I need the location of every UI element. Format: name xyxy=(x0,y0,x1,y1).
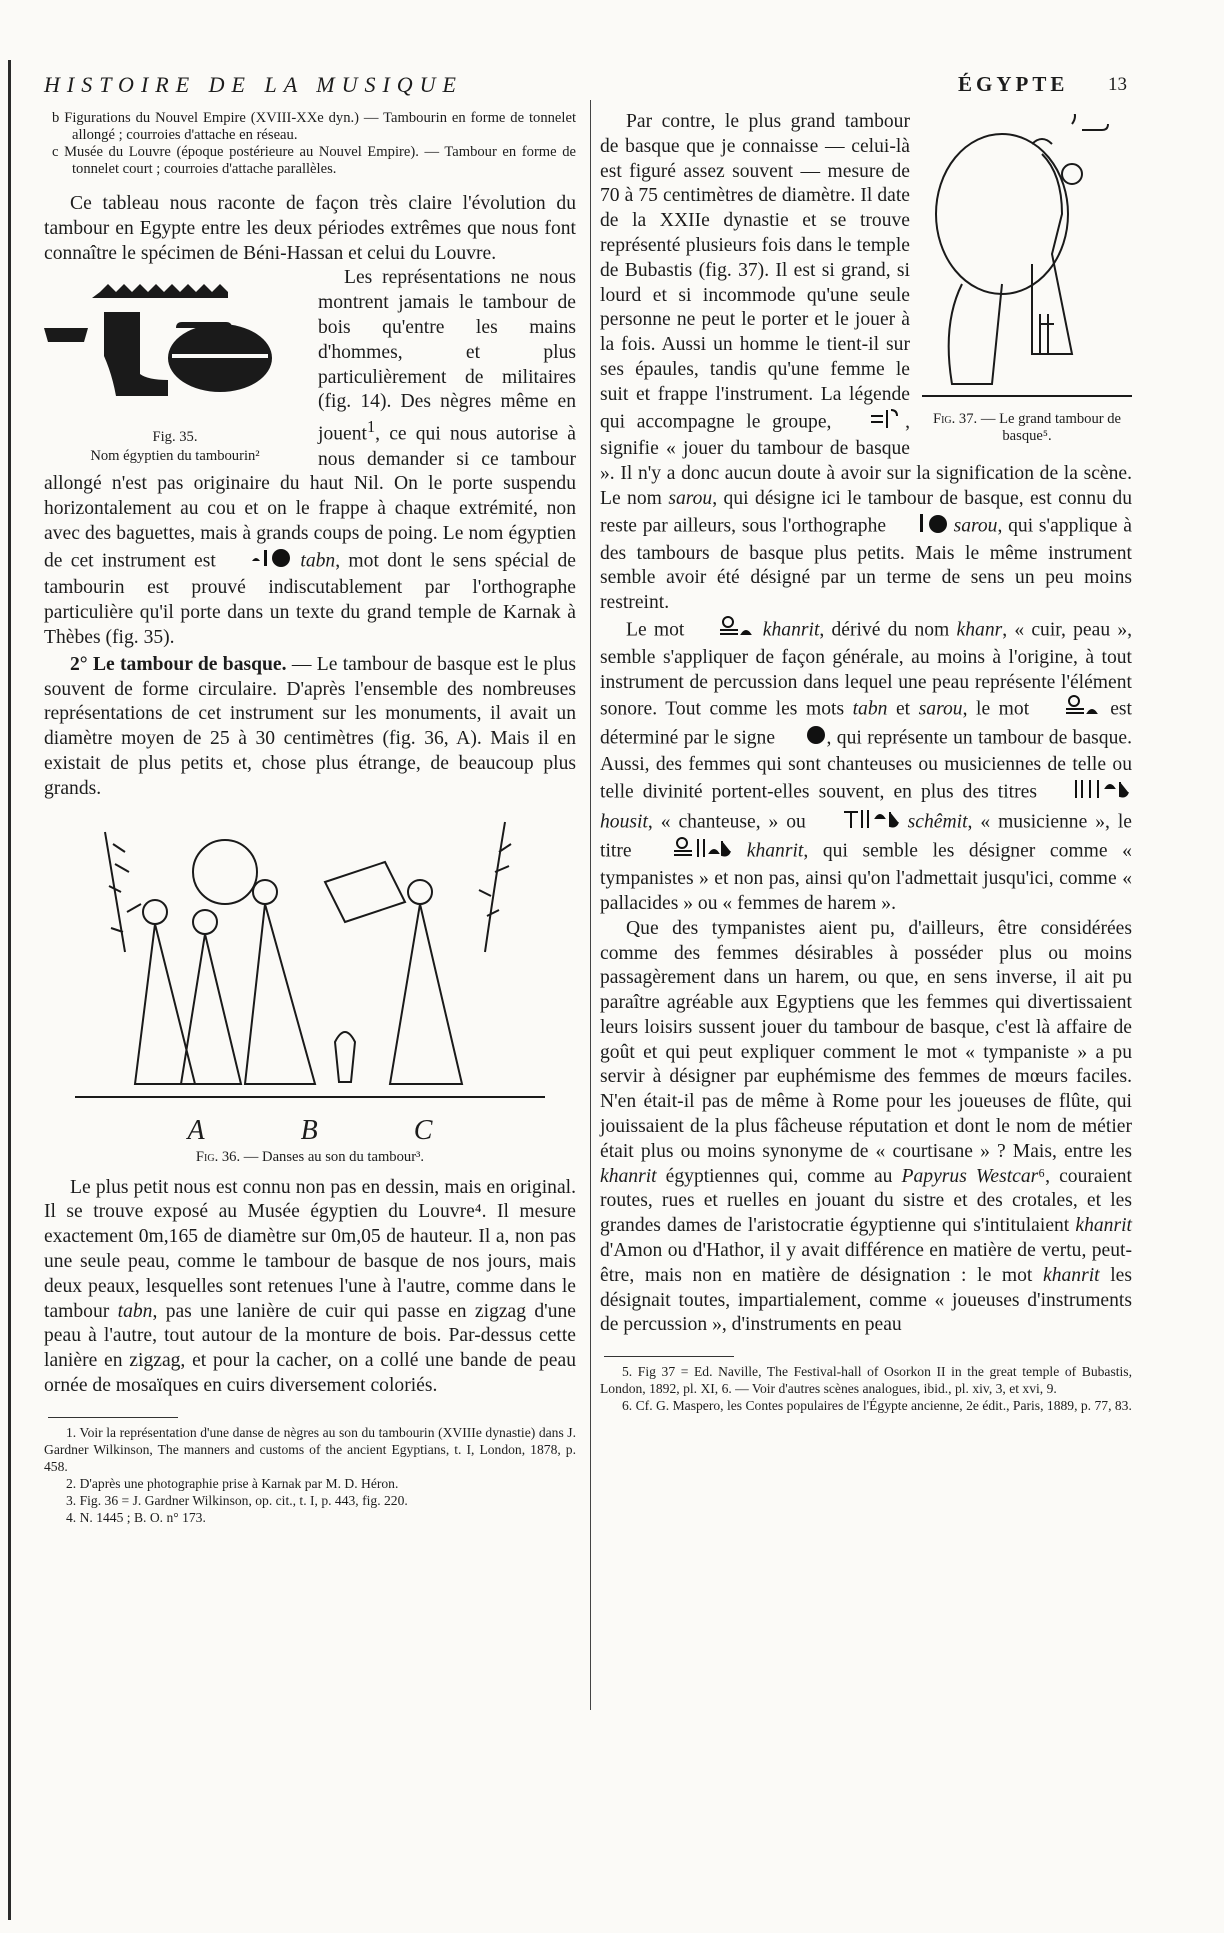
footnote: 6. Cf. G. Maspero, les Contes populaires de l'Égypte ancienne, 2e édit., Paris, 1889, p. 77, 83. xyxy=(622,1398,1132,1414)
figure-36 xyxy=(44,812,576,1166)
khanrit-glyph-icon xyxy=(646,837,732,867)
label-b: B xyxy=(300,1114,318,1146)
paragraph: Le mot khanrit, dérivé du nom khanr, « cuir, peau », semble s'appliquer de façon générale, au moins à l'origine, à tout instrument de percussion dans lequel une peau représente l'élément sonore. Tout comme les mots tabn et sarou, le mot est déterminé par le signe , qui représente un tambour de basque. Aussi, des femmes qui sont chanteuses ou musiciennes de telle ou telle divinité portent-elles souvent, en plus des titres housit, « chanteuse, » ou schêmit, « musicienne », le titre khanrit, qui semble les désigner comme « tympanistes » et non pas, ainsi qu'on l'admettait jusqu'ici, comme « pallacides » ou « femmes de harem ». xyxy=(600,616,1132,917)
column-divider xyxy=(590,100,591,1710)
sistrum-glyph-icon xyxy=(814,808,900,838)
paragraph: 2° Le tambour de basque. — Le tambour de basque est le plus souvent de forme circulaire. D'après l'ensemble des nombreuses représentations de cet instrument sur les monuments, il avait un diamètre moyen de 25 à 30 centimètres (fig. 36, A). Mais il en existait de plus petits et, chose plus étrange, de beaucoup plus grands. xyxy=(44,653,577,799)
page-number: 13 xyxy=(1108,74,1127,95)
legend-c: c Musée du Louvre (époque postérieure au Nouvel Empire). — Tambour en forme de tonnelet court ; courroies d'attache parallèles. xyxy=(52,144,576,177)
paragraph: Ce tableau nous raconte de façon très claire l'évolution du tambour en Egypte entre les deux périodes extrêmes que nous font connaître le spécimen de Béni-Hassan et celui du Louvre. xyxy=(44,193,576,264)
label-c: C xyxy=(413,1114,433,1146)
footnote: 4. N. 1445 ; B. O. n° 173. xyxy=(66,1509,206,1525)
paragraph: Que des tympanistes aient pu, d'ailleurs, être considérées comme des femmes désirables à posséder plus ou moins passagèrement dans un harem, ou que, en sens inverse, il ait pu paraître agréable aux Egyptiens que les femmes qui divertissaient leurs loisirs sussent jouer du tambour de basque, c'est là affaire de goût et qui peut expliquer comment le mot « tympaniste » a pu servir à désigner par euphémisme des femmes de mœurs faciles. N'en était-il pas de même à Rome pour les joueuses de flûte, qui jouissaient de la plus fâcheuse réputation et dont le nom de métier était plus ou moins synonyme de « courtisane » ? Mais, entre les khanrit égyptiennes qui, comme au Papyrus Westcar⁶, couraient routes, rues et ruelles en jouant du sistre et des crotales, et les grandes dames de l'aristocratie égyptienne qui s'intitulaient khanrit d'Amon ou d'Hathor, il y avait différence en matière de vertu, peut-être, mais non en matière de désignation : le mot khanrit les désignait toutes, impartialement, comme « joueuses d'instruments de percussion », d'instruments en peau xyxy=(600,917,1132,1336)
figure-37 xyxy=(922,114,1132,445)
figure-35-label: Fig. 35. xyxy=(152,429,198,446)
tabn-glyph-icon xyxy=(224,547,292,577)
footnote: 3. Fig. 36 = J. Gardner Wilkinson, op. cit., t. I, p. 443, fig. 220. xyxy=(66,1492,408,1508)
figure-37-caption: Fig. 37. — Le grand tambour de basque⁵. xyxy=(932,411,1122,444)
reed-glyph-icon xyxy=(843,408,905,438)
left-column xyxy=(44,110,576,1526)
footnote-rule xyxy=(604,1356,734,1357)
drum-glyph-icon xyxy=(892,512,948,542)
legend-b: b Figurations du Nouvel Empire (XVIII-XXe dyn.) — Tambourin en forme de tonnelet allongé ; courroies d'attache en réseau. xyxy=(52,110,576,143)
footnote-rule xyxy=(48,1417,178,1418)
footnote: 5. Fig 37 = Ed. Naville, The Festival-hall of Osorkon II in the great temple of Bubastis, London, 1892, pl. XI, 6. — Voir d'autres scènes analogues, ibid., pl. xiv, 3, et xvi, 9. xyxy=(600,1364,1132,1397)
water-glyph-icon xyxy=(1038,695,1102,725)
running-head-left: HISTOIRE DE LA MUSIQUE xyxy=(44,72,463,97)
figure-35 xyxy=(44,272,306,465)
figure-35-caption: Nom égyptien du tambourin² xyxy=(90,448,260,465)
footnote: 1. Voir la représentation d'une danse de nègres au son du tambourin (XVIIIe dynastie) dans J. Gardner Wilkinson, The manners and customs of the ancient Egyptians, t. I, London, 1878, p. 458. xyxy=(44,1424,576,1474)
running-head-right: ÉGYPTE xyxy=(958,72,1069,96)
tambourin-hieroglyph-figure xyxy=(44,272,306,422)
label-a: A xyxy=(187,1114,205,1146)
footnote: 2. D'après une photographie prise à Karnak par M. D. Héron. xyxy=(66,1475,399,1491)
page-edge-rule xyxy=(8,60,11,1920)
drum-sign-icon xyxy=(780,725,826,753)
paragraph: Par contre, le plus grand tambour de basque que je connaisse — celui-là est figuré assez souvent — mesure de 70 à 75 centimètres de diamètre. Il date de la XXIIe dynastie et se trouve représenté plusieurs fois dans le temple de Bubastis (fig. 37). Il est si grand, si lourd et si incommode qu'une seule personne ne peut le porter et le jouer à la fois. Aussi un homme le tient-il sur ses épaules, tandis qu'une femme le suit et frappe l'instrument. La légende qui accompagne le groupe, , signifie « jouer du tambour de basque ». Il n'y a donc aucun doute à avoir sur la signification de la scène. Le nom sarou, qui désigne ici le tambour de basque, est connu du reste par ailleurs, sous l'orthographe sarou, qui s'applique à des tambours de basque plus petits. Mais le même instrument semble avoir été désigné par un terme de sens un peu moins restreint. xyxy=(600,111,1133,614)
paragraph: Le plus petit nous est connu non pas en dessin, mais en original. Il se trouve exposé au Musée égyptien du Louvre⁴. Il mesure exactement 0m,165 de diamètre sur 0m,05 de hauteur. Il a, non pas une seule peau, comme le tambour de basque de nos jours, mais deux peaux, lesquelles sont retenues l'une à l'autre, comme dans le tambour tabn, pas une lanière de cuir qui passe en zigzag d'une peau à l'autre, tout autour de la monture de bois. Par-dessus cette lanière en zigzag, et pour la cacher, on a collé une bande de peau ornée de mosaïques en cuirs diversement coloriés. xyxy=(44,1176,576,1397)
dancers-figure xyxy=(75,812,545,1112)
great-drum-figure xyxy=(922,114,1132,404)
figure-36-caption: Fig. 36. — Danses au son du tambour³. xyxy=(195,1148,425,1165)
water-glyph-icon xyxy=(692,616,756,646)
figure-36-letter-labels xyxy=(44,1115,576,1147)
paragraph: Les représentations ne nous montrent jamais le tambour de bois qu'entre les mains d'hommes, et plus particulièrement de militaires (fig. 14). Des nègres même en jouent$^1$, ce qui nous autorise à nous demander si ce tambour allongé n'est pas originaire du haut Nil. On le porte suspendu horizontalement au cou et on le frappe à chaque extrémité, non avec des baguettes, mais à grands coups de poing. Le nom égyptien de cet instrument est tabn, mot dont le sens spécial de tambourin est prouvé indiscutablement par l'orthographe particulière qu'il porte dans un texte du grand temple de Karnak à Thèbes (fig. 35). xyxy=(44,267,576,649)
basket-glyph-icon xyxy=(1046,778,1132,808)
right-column xyxy=(600,110,1132,1414)
